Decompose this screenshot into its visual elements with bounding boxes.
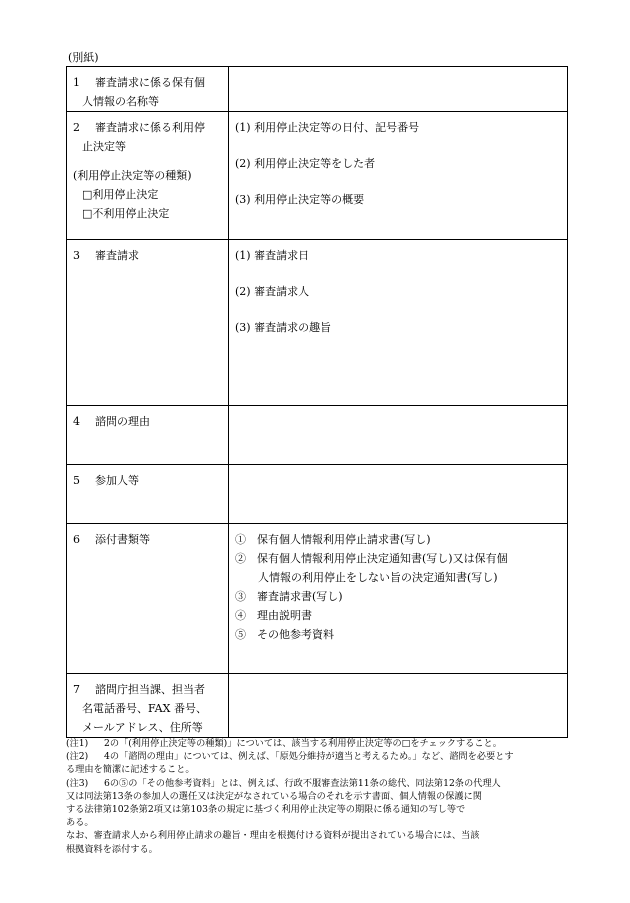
row2-label-cont: 止決定等 — [82, 140, 126, 153]
row4-label-cell — [67, 406, 229, 465]
row7-label-cell — [67, 674, 229, 738]
note-text: 6の⑤の「その他参考資料」とは、例えば、行政不服審査法第11条の総代、同法第12条の代理人 — [104, 777, 501, 789]
row7-content-cell — [229, 674, 568, 738]
row2-label: 審査請求に係る利用停 — [95, 121, 205, 134]
table-row — [67, 406, 568, 465]
table-row — [67, 240, 568, 406]
row7-label-cont: 名電話番号、FAX 番号、 — [82, 702, 207, 715]
row2-label-cell — [67, 112, 229, 240]
row5-label-cell — [67, 465, 229, 524]
list-item: (2) 利用停止決定等をした者 — [235, 157, 376, 170]
table-row — [67, 465, 568, 524]
row-number: 6 — [73, 533, 80, 546]
row-number: 3 — [73, 249, 80, 262]
row-number: 1 — [73, 76, 80, 89]
list-item: (3) 利用停止決定等の概要 — [235, 193, 365, 206]
row7-label-cont: メールアドレス、住所等 — [82, 721, 203, 734]
row1-label: 審査請求に係る保有個 — [95, 76, 205, 89]
list-item: (1) 利用停止決定等の日付、記号番号 — [235, 121, 420, 134]
table-row — [67, 674, 568, 738]
checkbox-stop-decision: □利用停止決定 — [82, 188, 159, 201]
row6-label-cell — [67, 524, 229, 674]
note-text: 4の「諮問の理由」については、例えば、「原処分維持が適当と考えるため。」など、諮問を必要とす — [104, 751, 514, 763]
row5-label: 参加人等 — [95, 474, 139, 487]
row6-content-cell — [229, 524, 568, 674]
list-item: ① 保有個人情報利用停止請求書(写し) — [235, 533, 431, 546]
annex-label: (別紙) — [68, 51, 99, 64]
note-text-cont: する法律第102条第2項又は第103条の規定に基づく利用停止決定等の期限に係る通知の写し等で — [66, 804, 466, 816]
note-2 — [66, 750, 571, 763]
referral-form-table — [66, 66, 568, 738]
row4-label: 諮問の理由 — [95, 415, 150, 428]
list-item: (3) 審査請求の趣旨 — [235, 321, 332, 334]
list-item: ③ 審査請求書(写し) — [235, 590, 343, 603]
row1-content-cell — [229, 67, 568, 112]
row3-label: 審査請求 — [95, 249, 139, 262]
notes-section — [66, 737, 571, 856]
row5-content-cell — [229, 465, 568, 524]
note-label: (注1) — [66, 738, 89, 749]
note-text-cont: る理由を簡潔に記述すること。 — [66, 764, 195, 776]
note-text-cont: ある。 — [66, 817, 94, 829]
row-number: 2 — [73, 121, 80, 134]
note-text: 2の「(利用停止決定等の種類)」については、該当する利用停止決定等の□をチェックすること。 — [104, 738, 502, 749]
row1-label-cont: 人情報の名称等 — [82, 95, 159, 108]
list-item: (2) 審査請求人 — [235, 285, 310, 298]
table-row — [67, 112, 568, 240]
checkbox-non-stop-decision: □不利用停止決定 — [82, 207, 170, 220]
row4-content-cell — [229, 406, 568, 465]
note-paragraph: なお、審査請求人から利用停止請求の趣旨・理由を根拠付ける資料が提出されている場合には、当該 — [66, 830, 480, 842]
row2-content-cell — [229, 112, 568, 240]
row7-label: 諮問庁担当課、担当者 — [95, 683, 205, 696]
note-text-cont: 又は同法第13条の参加人の選任又は決定がなされている場合のそれを示す書面、個人情報の保護に関 — [66, 790, 482, 802]
note-1 — [66, 737, 571, 750]
row3-content-cell — [229, 240, 568, 406]
table-row — [67, 524, 568, 674]
note-label: (注3) — [66, 777, 89, 789]
row-number: 4 — [73, 415, 80, 428]
row3-label-cell — [67, 240, 229, 406]
note-text-cont: 根拠資料を添付する。 — [66, 843, 158, 855]
row-number: 5 — [73, 474, 80, 487]
list-item: ④ 理由説明書 — [235, 609, 312, 622]
decision-type-heading: (利用停止決定等の種類) — [73, 169, 192, 182]
list-item-cont: 人情報の利用停止をしない旨の決定通知書(写し) — [258, 571, 498, 584]
list-item: (1) 審査請求日 — [235, 249, 310, 262]
row1-label-cell — [67, 67, 229, 112]
row-number: 7 — [73, 683, 80, 696]
list-item: ⑤ その他参考資料 — [235, 628, 334, 641]
row6-label: 添付書類等 — [95, 533, 150, 546]
table-row — [67, 67, 568, 112]
note-3 — [66, 777, 571, 790]
note-label: (注2) — [66, 751, 89, 763]
list-item: ② 保有個人情報利用停止決定通知書(写し)又は保有個 — [235, 552, 508, 565]
